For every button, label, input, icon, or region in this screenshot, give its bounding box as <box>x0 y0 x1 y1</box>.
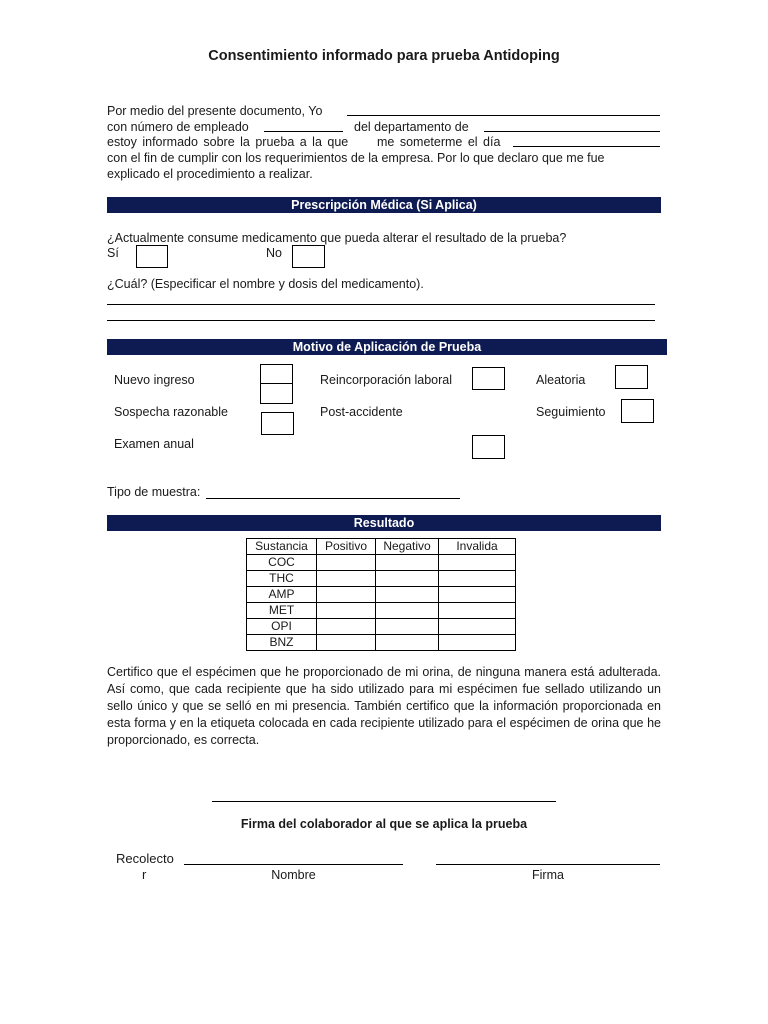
option-post-accidente: Post-accidente <box>320 405 403 419</box>
option-examen-anual: Examen anual <box>114 437 194 451</box>
employee-signature-line[interactable] <box>212 801 556 802</box>
department-field[interactable] <box>484 131 660 132</box>
medication-which: ¿Cuál? (Especificar el nombre y dosis del medicamento). <box>107 277 424 291</box>
negative-cell[interactable] <box>376 555 439 571</box>
post-accidente-checkbox[interactable] <box>472 435 505 459</box>
intro-line-4: con el fin de cumplir con los requerimientos de la empresa. Por lo que declaro que me fue <box>107 151 605 165</box>
intro-line-3a: estoy informado sobre la prueba a la que <box>107 135 349 149</box>
yes-checkbox[interactable] <box>136 245 168 268</box>
column-header: Sustancia <box>247 539 317 555</box>
prescription-header: Prescripción Médica (Si Aplica) <box>107 197 661 213</box>
table-row <box>247 571 516 587</box>
intro-line-1: Por medio del presente documento, Yo <box>107 104 323 118</box>
table-header-row <box>247 539 516 555</box>
negative-cell[interactable] <box>376 603 439 619</box>
sample-type-field[interactable] <box>206 498 460 499</box>
positive-cell[interactable] <box>317 603 376 619</box>
positive-cell[interactable] <box>317 619 376 635</box>
medication-line-1[interactable] <box>107 304 655 305</box>
invalid-cell[interactable] <box>439 619 516 635</box>
invalid-cell[interactable] <box>439 603 516 619</box>
name-field[interactable] <box>347 115 660 116</box>
intro-line-2-mid: del departamento de <box>354 120 469 134</box>
medication-question: ¿Actualmente consume medicamento que pueda alterar el resultado de la prueba? <box>107 231 567 245</box>
signature-caption: Firma del colaborador al que se aplica la prueba <box>240 817 528 831</box>
positive-cell[interactable] <box>317 587 376 603</box>
yes-label: Sí <box>107 246 119 260</box>
table-row <box>247 619 516 635</box>
option-seguimiento: Seguimiento <box>536 405 606 419</box>
substance-cell: COC <box>247 555 317 571</box>
reincorporacion-checkbox[interactable] <box>472 367 505 390</box>
certification-paragraph: Certifico que el espécimen que he proporcionado de mi orina, de ninguna manera está adulterada. Así como, que cada recipiente que ha sido utilizado para mi espécimen fue sellado utilizando un sello único y que se selló en mi presencia. También certifico que la información proporcionada en esta forma y en la etiqueta colocada en cada recipiente utilizado para el espécimen de orina que he proporcionado, es correcta. <box>107 665 661 747</box>
table-row <box>247 587 516 603</box>
sospecha-checkbox[interactable] <box>261 412 294 435</box>
no-checkbox[interactable] <box>292 245 325 268</box>
collector-name-label: Nombre <box>271 868 316 882</box>
option-nuevo-ingreso: Nuevo ingreso <box>114 373 195 387</box>
negative-cell[interactable] <box>376 635 439 651</box>
column-header: Positivo <box>317 539 376 555</box>
table-row <box>247 603 516 619</box>
column-header: Invalida <box>439 539 516 555</box>
option-aleatoria: Aleatoria <box>536 373 586 387</box>
column-header: Negativo <box>376 539 439 555</box>
collector-label: Recolecto <box>116 851 174 866</box>
substance-cell: AMP <box>247 587 317 603</box>
positive-cell[interactable] <box>317 635 376 651</box>
employee-number-field[interactable] <box>264 131 343 132</box>
sample-type-label: Tipo de muestra: <box>107 485 201 499</box>
collector-signature-label: Firma <box>532 868 564 882</box>
result-header: Resultado <box>107 515 661 531</box>
motive-header: Motivo de Aplicación de Prueba <box>107 339 667 355</box>
table-row <box>247 635 516 651</box>
no-label: No <box>266 246 282 260</box>
option-sospecha: Sospecha razonable <box>114 405 228 419</box>
intro-line-3b: me someterme el día <box>377 135 501 149</box>
negative-cell[interactable] <box>376 619 439 635</box>
aleatoria-checkbox[interactable] <box>615 365 648 389</box>
collector-signature-line[interactable] <box>436 864 660 865</box>
seguimiento-checkbox[interactable] <box>621 399 654 423</box>
option-reincorporacion: Reincorporación laboral <box>320 373 453 387</box>
invalid-cell[interactable] <box>439 635 516 651</box>
positive-cell[interactable] <box>317 555 376 571</box>
intro-line-5: explicado el procedimiento a realizar. <box>107 167 313 181</box>
invalid-cell[interactable] <box>439 587 516 603</box>
substance-cell: BNZ <box>247 635 317 651</box>
collector-name-line[interactable] <box>184 864 403 865</box>
table-row <box>247 555 516 571</box>
negative-cell[interactable] <box>376 571 439 587</box>
date-field[interactable] <box>513 146 660 147</box>
extra-checkbox[interactable] <box>260 383 293 404</box>
substance-cell: MET <box>247 603 317 619</box>
intro-line-2: con número de empleado <box>107 120 249 134</box>
medication-line-2[interactable] <box>107 320 655 321</box>
nuevo-ingreso-checkbox[interactable] <box>260 364 293 384</box>
document-title: Consentimiento informado para prueba Antidoping <box>208 48 560 64</box>
positive-cell[interactable] <box>317 571 376 587</box>
negative-cell[interactable] <box>376 587 439 603</box>
invalid-cell[interactable] <box>439 555 516 571</box>
result-table <box>246 538 516 651</box>
invalid-cell[interactable] <box>439 571 516 587</box>
substance-cell: THC <box>247 571 317 587</box>
collector-label-wrap: r <box>142 867 147 882</box>
substance-cell: OPI <box>247 619 317 635</box>
